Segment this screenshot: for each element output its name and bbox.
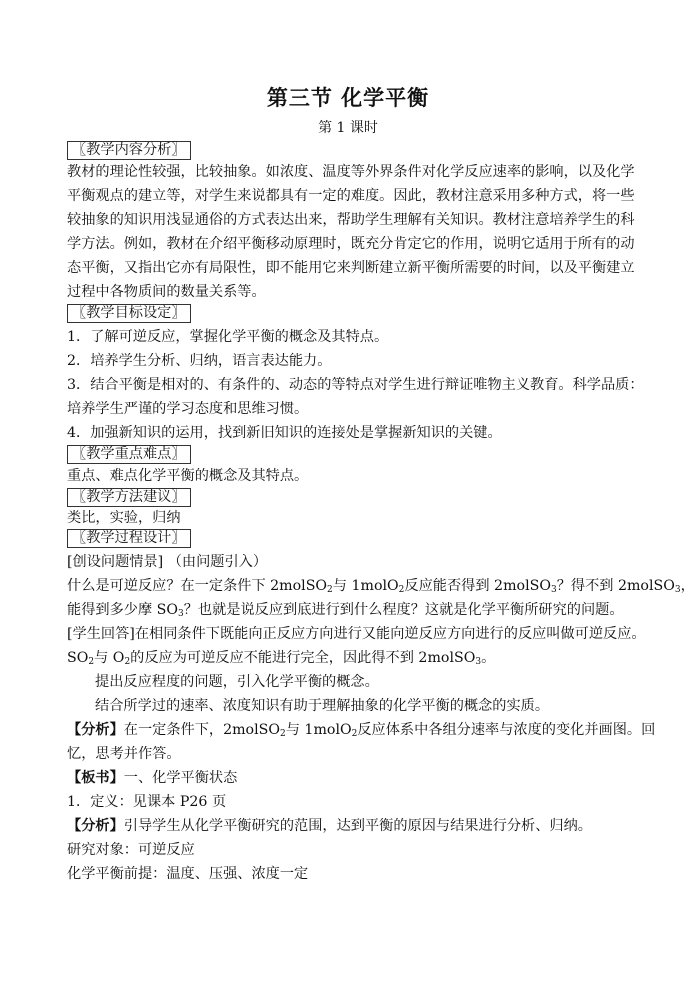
key-points-text: 重点、难点化学平衡的概念及其特点。 <box>67 468 309 484</box>
paragraph-line: 过程中各物质间的数量关系等。 <box>67 284 266 300</box>
paragraph-line: 平衡观点的建立等，对学生来说都具有一定的难度。因此，教材注意采用多种方式，将一些 <box>67 188 635 204</box>
scenario-line: [创设问题情景] （由问题引入） <box>67 554 268 570</box>
methods-text: 类比，实验，归纳 <box>67 510 181 526</box>
heading-goals: 〖教学目标设定〗 <box>67 303 637 323</box>
section-title: 第三节 化学平衡 <box>266 85 430 110</box>
student-answer: [学生回答]在相同条件下既能向正反应方向进行又能向逆反应方向进行的反应叫做可逆反应。 <box>67 626 646 642</box>
definition-line: 1．定义：见课本 P26 页 <box>67 794 227 810</box>
paragraph-line: 提出反应程度的问题，引入化学平衡的概念。 <box>95 674 379 690</box>
goal-item: 4．加强新知识的运用，找到新旧知识的连接处是掌握新知识的关键。 <box>67 425 502 441</box>
goal-item: 培养学生严谨的学习态度和思维习惯。 <box>67 401 309 417</box>
goal-item: 1．了解可逆反应，掌握化学平衡的概念及其特点。 <box>67 329 389 345</box>
answer-line: $SO_2$与 $O_2$的反应为可逆反应不能进行完全，因此得不到 2molSO$_3$。 <box>67 650 496 667</box>
analysis-line: 【分析】在一定条件下，2molSO$_2$与 1molO$_2$反应体系中各组分速率与浓度的变化并画图。回 <box>67 722 656 739</box>
paragraph-line: 结合所学过的速率、浓度知识有助于理解抽象的化学平衡的概念的实质。 <box>95 698 550 714</box>
heading-process: 〖教学过程设计〗 <box>67 528 637 548</box>
heading-key-points: 〖教学重点难点〗 <box>67 444 637 464</box>
goal-item: 2．培养学生分析、归纳，语言表达能力。 <box>67 353 332 369</box>
paragraph-line: 教材的理论性较强，比较抽象。如浓度、温度等外界条件对化学反应速率的影响，以及化学 <box>67 164 635 180</box>
paragraph-line: 学方法。例如，教材在介绍平衡移动原理时，既充分肯定它的作用，说明它适用于所有的动 <box>67 236 635 252</box>
analysis-line: 忆，思考并作答。 <box>67 746 181 762</box>
paragraph-line: 态平衡，又指出它亦有局限性，即不能用它来判断建立新平衡所需要的时间，以及平衡建立 <box>67 260 635 276</box>
equilibrium-premise: 化学平衡前提：温度、压强、浓度一定 <box>67 866 309 882</box>
board-line: 【板书】一、化学平衡状态 <box>67 770 238 786</box>
research-object: 研究对象：可逆反应 <box>67 842 195 858</box>
paragraph-line: 较抽象的知识用浅显通俗的方式表达出来，帮助学生理解有关知识。教材注意培养学生的科 <box>67 212 635 228</box>
heading-methods: 〖教学方法建议〗 <box>67 487 637 507</box>
question-line: 什么是可逆反应？在一定条件下 2molSO$_2$与 1molO$_2$反应能否得到 2molSO$_3$？得不到 2molSO$_3$， <box>67 578 695 595</box>
analysis-line: 【分析】引导学生从化学平衡研究的范围，达到平衡的原因与结果进行分析、归纳。 <box>67 818 592 834</box>
lesson-subtitle: 第 1 课时 <box>318 120 378 136</box>
question-line: 能得到多少摩 $SO_3$？也就是说反应到底进行到什么程度？这就是化学平衡所研究的问题。 <box>67 602 624 619</box>
heading-content-analysis: 〖教学内容分析〗 <box>67 140 637 160</box>
goal-item: 3．结合平衡是相对的、有条件的、动态的等特点对学生进行辩证唯物主义教育。科学品质： <box>67 377 644 393</box>
